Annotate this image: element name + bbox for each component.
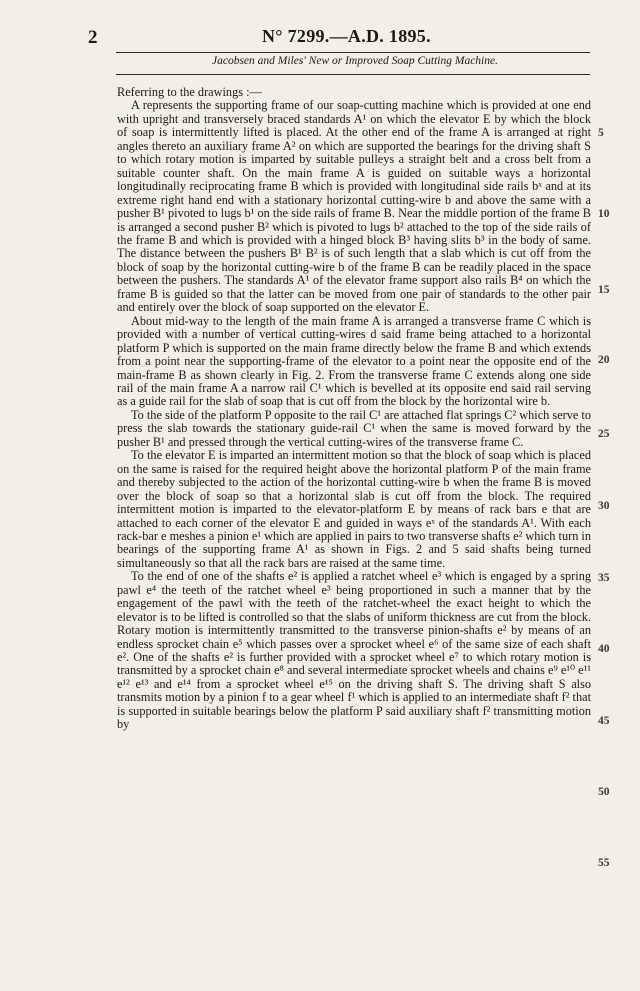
paragraph: To the end of one of the shafts e² is applied a ratchet wheel e³ which is engaged by a spring pawl e⁴ the teeth of the ratchet wheel e³ being proportioned in such a manner that by the engagement of the pawl with the teeth of the ratchet-wheel the exact height to which the elevator is to be lifted is controlled so that the slabs of uniform thickness are cut from the block. Rotary motion is intermittently transmitted to the transverse pinion-shafts e² by means of an endless sprocket chain e⁵ which passes over a sprocket wheel e⁶ of the same size of each shaft e². One of the shafts e² is further provided with a sprocket wheel e⁷ to which rotary motion is transmitted by a sprocket chain e⁸ and several intermediate sprocket wheels and chains e⁹ e¹⁰ e¹¹ e¹² e¹³ and e¹⁴ from a sprocket wheel e¹⁵ on the driving shaft S. The driving shaft S also transmits motion by a pinion f to a gear wheel f¹ which is applied to an intermediate shaft f² that is supported in suitable bearings below the platform P said auxiliary shaft f² transmitting motion by — [117, 569, 591, 732]
header-rule-top — [116, 52, 590, 53]
header-rule-bottom — [116, 74, 590, 75]
page-number: 2 — [88, 27, 98, 48]
page-header: N° 7299.—A.D. 1895. — [262, 26, 431, 46]
line-number: 45 — [598, 715, 610, 727]
paragraph: About mid-way to the length of the main frame A is arranged a transverse frame C which is provided with a number of vertical cutting-wires d said frame being attached to a horizontal platform P which is supported on the main frame directly below the frame B and which extends from a point near the supporting-frame of the elevator to a point near the opposite end of the main-frame B as shown clearly in Fig. 2. From the transverse frame C extends along one side rail of the main frame A a narrow rail C¹ which is bevelled at its opposite end said rail serving as a guide rail for the slab of soap that is cut off from the block by the horizontal wire b. — [117, 313, 591, 409]
page-subheader: Jacobsen and Miles' New or Improved Soap Cutting Machine. — [212, 55, 498, 67]
document-body — [117, 86, 591, 732]
line-number: 15 — [598, 284, 610, 296]
line-number: 50 — [598, 786, 610, 798]
line-number: 25 — [598, 428, 610, 440]
paragraph: A represents the supporting frame of our soap-cutting machine which is provided at one end with upright and transversely braced standards A¹ on which the elevator E by which the block of soap is intermittently lifted is placed. At the other end of the frame A is arranged at right angles thereto an auxiliary frame A² on which are supported the bearings for the driving shaft S to which rotary motion is imparted by suitable pulleys a straight belt and a cross belt from a suitable counter shaft. On the main frame A is guided on suitable ways a horizontal longitudinally reciprocating frame B which is provided with longitudinal side rails bˣ and at its extreme right hand end with a stationary horizontal cutting-wire b and above the same with a pusher B¹ pivoted to lugs b¹ on the side rails of frame B. Near the middle portion of the frame B is arranged a second pusher B² which is pivoted to lugs b² attached to the top of the side rails of the frame B and which is provided with a hinged block B³ having slits b³ in the body of same. The distance between the pushers B¹ B² is of such length that a slab which is cut off from the block of soap by the horizontal cutting-wire b of the frame B can be readily placed in the space between the pushers. The standards A¹ of the elevator frame support also rails B⁴ on which the frame B is guided so that the latter can be moved from one pair of standards to the other pair and entirely over the block of soap supported on the elevator E. — [117, 98, 591, 315]
line-number: 40 — [598, 643, 610, 655]
line-number: 55 — [598, 857, 610, 869]
paragraph: To the side of the platform P opposite to the rail C¹ are attached flat springs C² which serve to press the slab towards the stationary guide-rail C¹ when the same is moved forward by the pusher B¹ and pressed through the vertical cutting-wires of the transverse frame C. — [117, 407, 591, 449]
line-number: 20 — [598, 354, 610, 366]
paragraph-intro: Referring to the drawings :— — [117, 85, 262, 99]
line-number: 10 — [598, 208, 610, 220]
paragraph: To the elevator E is imparted an intermittent motion so that the block of soap which is placed on the same is raised for the required height above the horizontal platform P of the main frame and thereby subjected to the action of the horizontal cutting-wire b when the frame B is moved over the block of soap so that a horizontal slab is cut off from the block. The required intermittent motion is imparted to the elevator-platform E by means of rack bars e that are attached to each corner of the elevator E and guided in ways eˣ of the standards A¹. With each rack-bar e meshes a pinion e¹ which are applied in pairs to two transverse shafts e² which turn in bearings of the supporting frame A¹ as shown in Figs. 2 and 5 said shafts being turned simultaneously so that all the rack bars are raised at the same time. — [117, 448, 591, 570]
line-number: 30 — [598, 500, 610, 512]
line-number: 35 — [598, 572, 610, 584]
line-number: 5 — [598, 127, 604, 139]
